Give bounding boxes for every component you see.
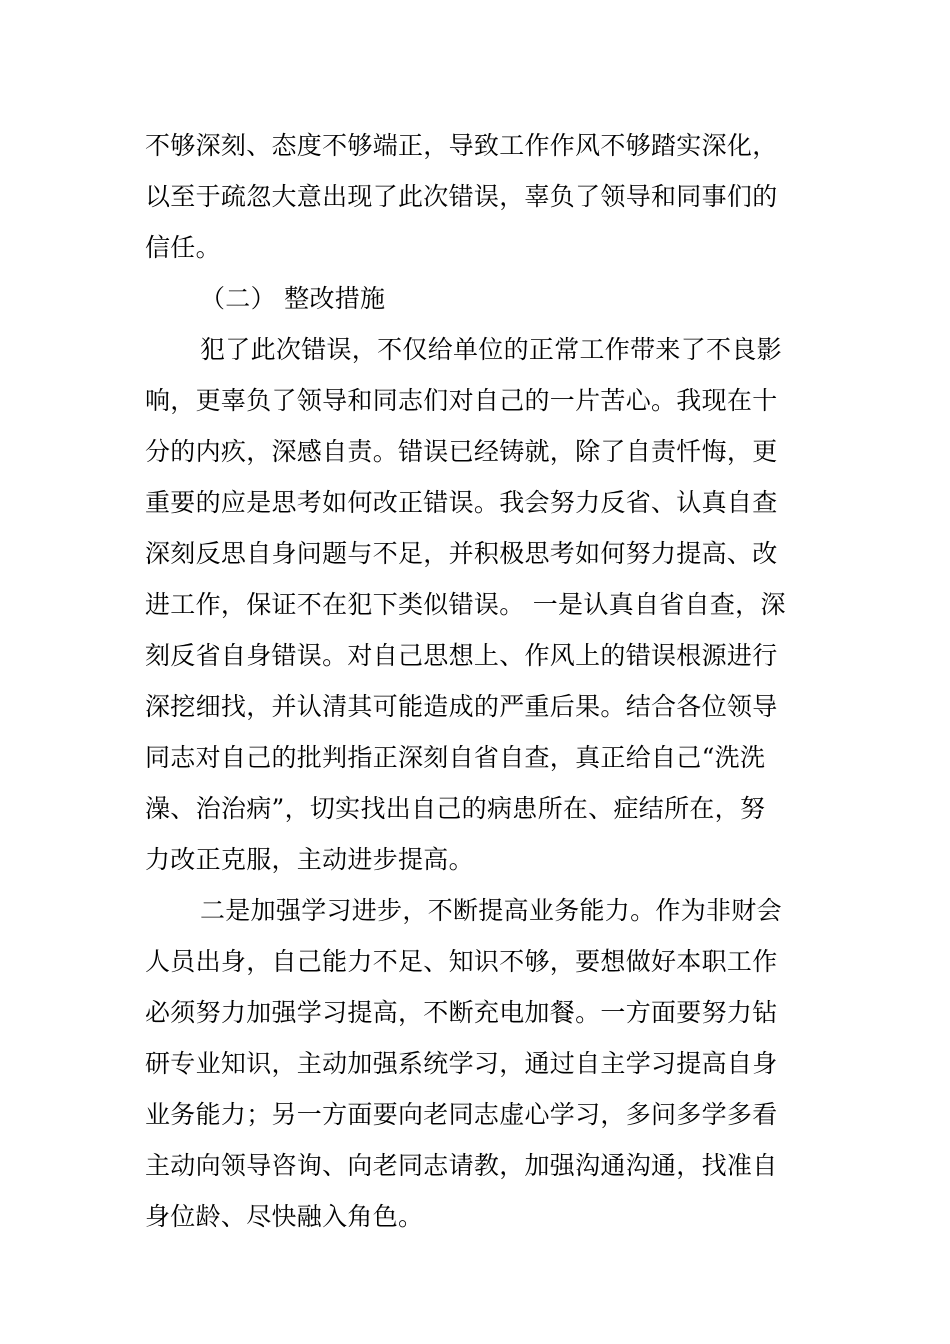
text-line: 不够深刻、态度不够端正，导致工作作风不够踏实深化，	[145, 131, 778, 160]
text-line: 重要的应是思考如何改正错误。我会努力反省、认真自查	[145, 488, 778, 517]
text-line: 以至于疏忽大意出现了此次错误，辜负了领导和同事们的	[145, 182, 778, 211]
text-line: 刻反省自身错误。对自己思想上、作风上的错误根源进行	[145, 641, 778, 670]
text-line: 犯了此次错误，不仅给单位的正常工作带来了不良影	[200, 335, 782, 364]
text-line: 分的内疚，深感自责。错误已经铸就，除了自责忏悔，更	[145, 437, 778, 466]
text-line: 力改正克服，主动进步提高。	[145, 845, 474, 874]
text-line: 人员出身，自己能力不足、知识不够，要想做好本职工作	[145, 947, 778, 976]
text-line: 澡、治治病”，切实找出自己的病患所在、症结所在，努	[145, 794, 766, 823]
text-line: 身位龄、尽快融入角色。	[145, 1202, 424, 1231]
text-line: 深刻反思自身问题与不足，并积极思考如何努力提高、改	[145, 539, 778, 568]
section-heading: （二） 整改措施	[200, 284, 386, 313]
text-line: 研专业知识，主动加强系统学习，通过自主学习提高自身	[145, 1049, 778, 1078]
text-line: 必须努力加强学习提高，不断充电加餐。一方面要努力钻	[145, 998, 778, 1027]
text-line: 业务能力；另一方面要向老同志虚心学习，多问多学多看	[145, 1100, 778, 1129]
text-line: 二是加强学习进步，不断提高业务能力。作为非财会	[200, 896, 782, 925]
text-line: 主动向领导咨询、向老同志请教，加强沟通沟通，找准自	[145, 1151, 778, 1180]
text-line: 进工作，保证不在犯下类似错误。 一是认真自省自查，深	[145, 590, 786, 619]
text-line: 深挖细找，并认清其可能造成的严重后果。结合各位领导	[145, 692, 778, 721]
text-line: 信任。	[145, 233, 221, 262]
text-line: 响，更辜负了领导和同志们对自己的一片苦心。我现在十	[145, 386, 778, 415]
text-line: 同志对自己的批判指正深刻自省自查，真正给自己“洗洗	[145, 743, 766, 772]
